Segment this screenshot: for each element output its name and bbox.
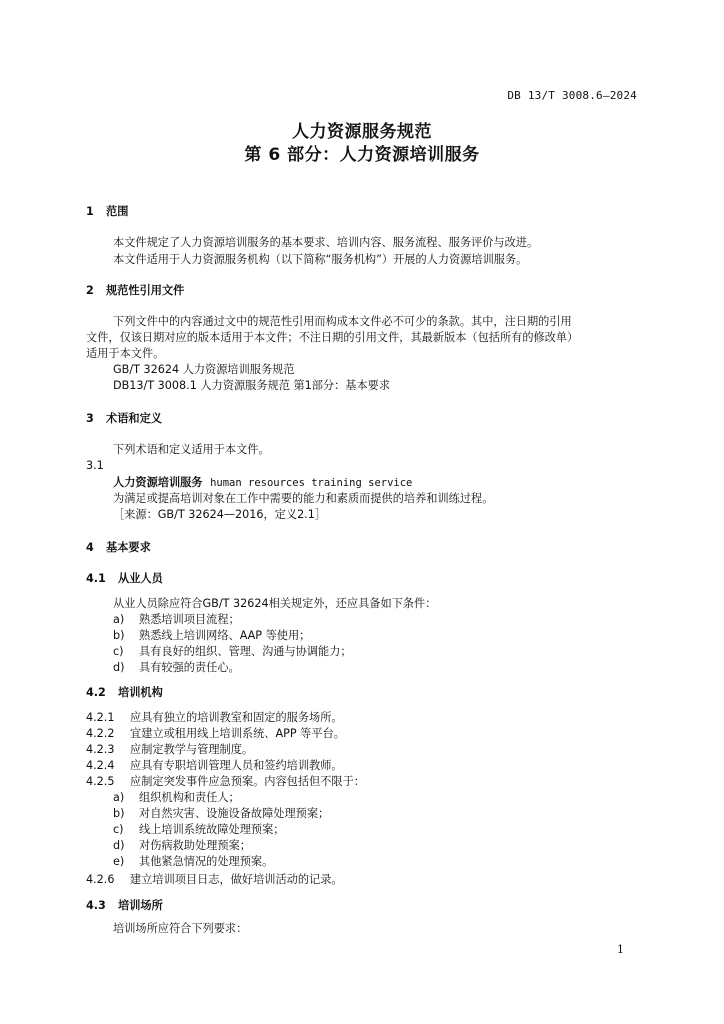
list-item (113, 661, 240, 675)
subsection-title: 从业人员 (118, 572, 163, 585)
subsection-number: 4.2 (86, 686, 106, 699)
list-label: e) (113, 855, 125, 868)
clause-number: 4.2.4 (86, 759, 115, 772)
list-text: 具有良好的组织、管理、沟通与协调能力； (139, 645, 352, 658)
list-text: 熟悉线上培训网络、AAP 等使用； (139, 629, 311, 642)
clause-number: 4.2.3 (86, 743, 115, 756)
term-entry (113, 476, 412, 490)
section-title: 规范性引用文件 (106, 284, 185, 297)
paragraph: 从业人员除应符合GB/T 32624相关规定外，还应具备如下条件： (113, 597, 437, 610)
paragraph-line: 下列文件中的内容通过文中的规范性引用而构成本文件必不可少的条款。其中，注日期的引用 (113, 315, 572, 328)
clause (86, 727, 345, 741)
term-definition: 为满足或提高培训对象在工作中需要的能力和素质而提供的培养和训练过程。 (113, 492, 494, 505)
list-label: a) (113, 613, 125, 626)
subsection-heading-institution (86, 686, 163, 700)
section-number: 3 (86, 412, 94, 425)
reference-item: GB/T 32624 人力资源培训服务规范 (113, 363, 295, 376)
clause-text: 应具有专职培训管理人员和签约培训教师。 (130, 759, 343, 772)
term-chinese: 人力资源培训服务 (113, 476, 203, 489)
term-english: human resources training service (210, 477, 413, 489)
clause-text: 应制定教学与管理制度。 (130, 743, 254, 756)
clause (86, 775, 365, 789)
paragraph: 培训场所应符合下列要求： (113, 922, 248, 935)
clause (86, 711, 343, 725)
subsection-number: 4.1 (86, 572, 106, 585)
list-item (113, 823, 284, 837)
clause-text: 应制定突发事件应急预案。内容包括但不限于： (130, 775, 365, 788)
list-text: 对自然灾害、设施设备故障处理预案； (139, 807, 330, 820)
list-text: 其他紧急情况的处理预案。 (139, 855, 274, 868)
clause-number: 4.2.6 (86, 873, 115, 886)
page-number: 1 (617, 943, 624, 956)
list-label: d) (113, 839, 125, 852)
section-number: 4 (86, 541, 94, 554)
paragraph: 下列术语和定义适用于本文件。 (113, 443, 270, 456)
subsection-heading-personnel (86, 572, 163, 586)
standard-number: DB 13/T 3008.6—2024 (507, 89, 637, 102)
subsection-number: 4.3 (86, 899, 106, 912)
section-number: 2 (86, 284, 94, 297)
clause-number: 4.2.5 (86, 775, 115, 788)
list-label: b) (113, 629, 125, 642)
clause (86, 873, 343, 887)
reference-item: DB13/T 3008.1 人力资源服务规范 第1部分：基本要求 (113, 379, 391, 392)
document-title: 人力资源服务规范 (292, 122, 432, 142)
clause (86, 743, 253, 757)
document-subtitle: 第 6 部分：人力资源培训服务 (244, 145, 480, 165)
paragraph-line: 文件，仅该日期对应的版本适用于本文件；不注日期的引用文件，其最新版本（包括所有的修改单） (86, 331, 579, 344)
section-title: 基本要求 (106, 541, 151, 554)
section-heading-scope (86, 205, 128, 219)
list-item (113, 791, 240, 805)
clause (86, 759, 343, 773)
list-text: 熟悉培训项目流程； (139, 613, 240, 626)
list-item (113, 839, 251, 853)
section-title: 术语和定义 (106, 412, 162, 425)
list-label: d) (113, 661, 125, 674)
paragraph-line: 适用于本文件。 (86, 347, 165, 360)
term-number: 3.1 (86, 459, 104, 472)
section-heading-basic-requirements (86, 541, 151, 555)
clause-text: 宜建立或租用线上培训系统、APP 等平台。 (130, 727, 345, 740)
subsection-heading-venue (86, 899, 163, 913)
paragraph: 本文件规定了人力资源培训服务的基本要求、培训内容、服务流程、服务评价与改进。 (113, 236, 539, 249)
list-item (113, 807, 329, 821)
list-item (113, 629, 310, 643)
list-label: a) (113, 791, 125, 804)
clause-number: 4.2.2 (86, 727, 115, 740)
section-heading-references (86, 284, 184, 298)
paragraph: 本文件适用于人力资源服务机构（以下简称“服务机构”）开展的人力资源培训服务。 (113, 253, 528, 266)
list-item (113, 645, 352, 659)
list-label: c) (113, 645, 124, 658)
list-text: 具有较强的责任心。 (139, 661, 240, 674)
list-label: b) (113, 807, 125, 820)
section-heading-terms (86, 412, 162, 426)
list-text: 线上培训系统故障处理预案； (139, 823, 285, 836)
clause-number: 4.2.1 (86, 711, 115, 724)
subsection-title: 培训场所 (118, 899, 163, 912)
list-item (113, 613, 240, 627)
list-label: c) (113, 823, 124, 836)
list-item (113, 855, 273, 869)
list-text: 组织机构和责任人； (139, 791, 240, 804)
clause-text: 应具有独立的培训教室和固定的服务场所。 (130, 711, 343, 724)
clause-text: 建立培训项目日志，做好培训活动的记录。 (130, 873, 343, 886)
section-number: 1 (86, 205, 94, 218)
subsection-title: 培训机构 (118, 686, 163, 699)
section-title: 范围 (106, 205, 129, 218)
term-source: ［来源：GB/T 32624—2016，定义2.1］ (113, 508, 327, 521)
list-text: 对伤病救助处理预案； (139, 839, 251, 852)
